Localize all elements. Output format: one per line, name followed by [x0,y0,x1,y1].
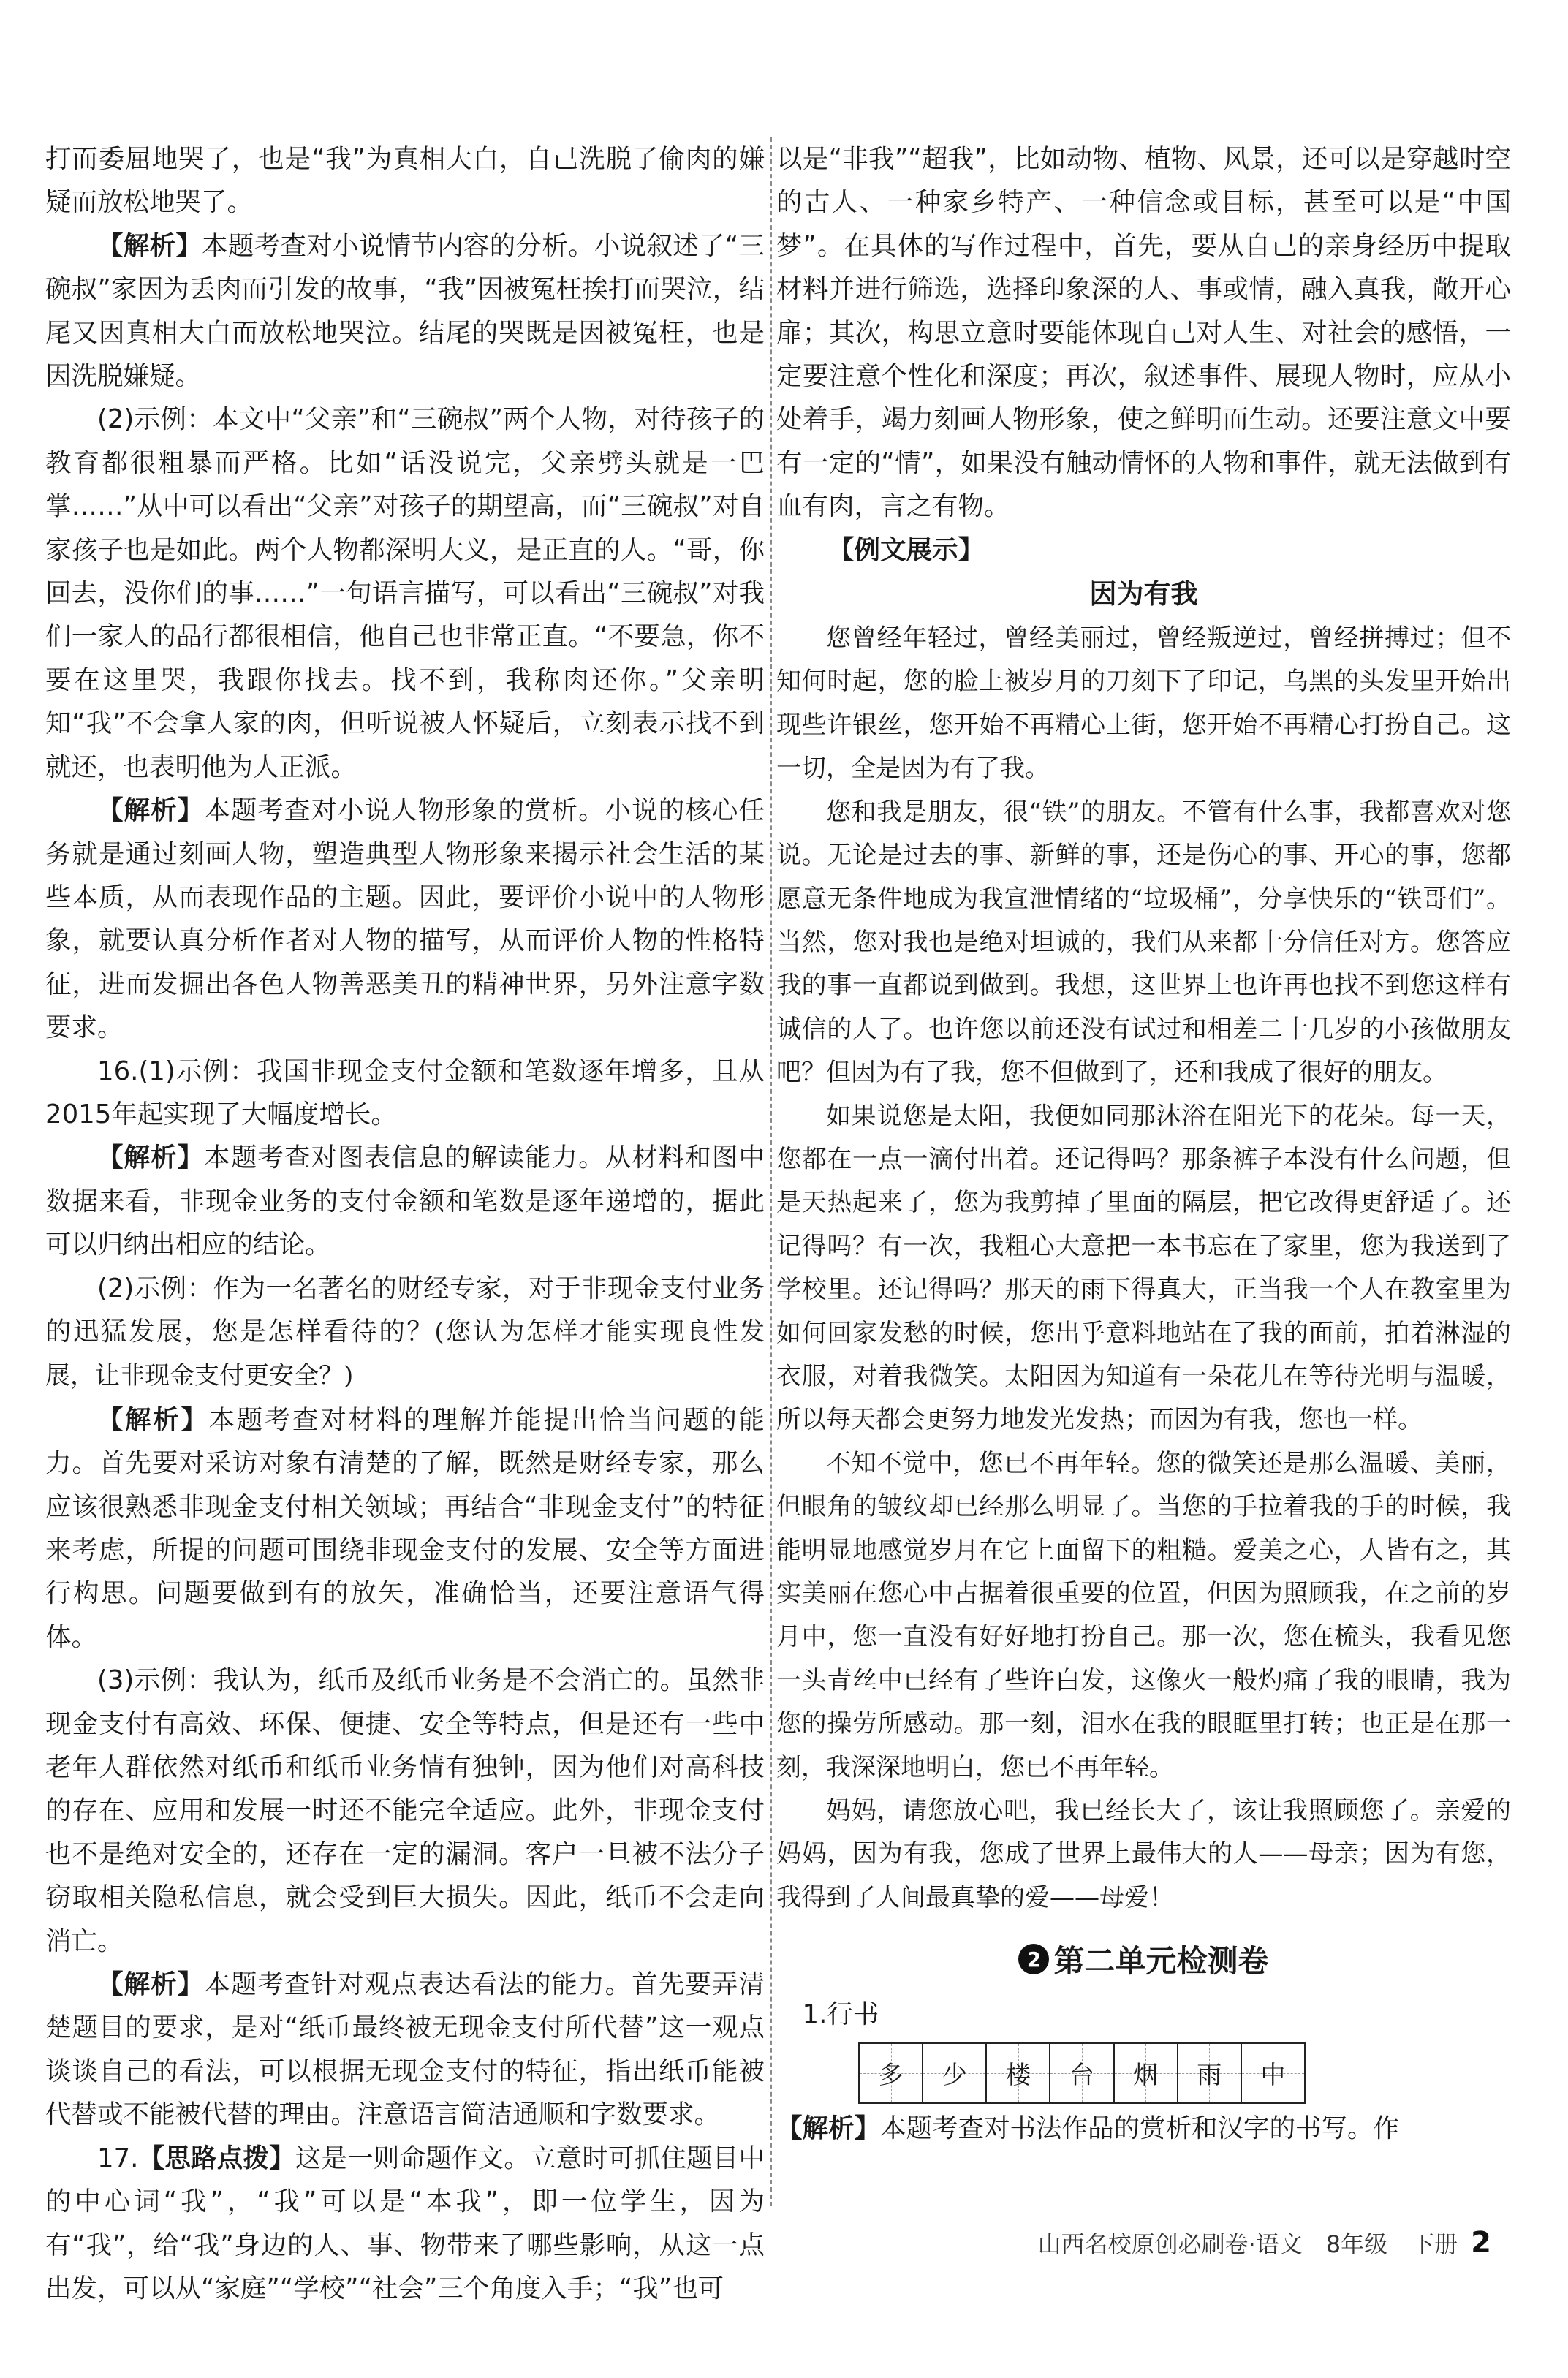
answer-paragraph [45,1050,765,1137]
analysis-tag: 【解析】 [97,795,205,826]
calligraphy-grid [858,2042,1306,2104]
paragraph-text: 16.(1)示例：我国非现金支付金额和笔数逐年增多，且从2015年起实现了大幅度增长。 [45,1056,765,1129]
paragraph-text: 本题考查对材料的理解并能提出恰当问题的能力。首先要对采访对象有清楚的了解，既然是财经专家，那么应该很熟悉非现金支付相关领域；再结合“非现金支付”的特征来考虑，所提的问题可围绕非现金支付的发展、安全等方面进行构思。问题要做到有的放矢，准确恰当，还要注意语气得体。 [45,1404,765,1652]
paragraph-text: 本题考查对小说情节内容的分析。小说叙述了“三碗叔”家因为丢肉而引发的故事，“我”因被冤枉挨打而哭泣，结尾又因真相大白而放松地哭泣。结尾的哭既是因被冤枉，也是因洗脱嫌疑。 [45,230,765,392]
paragraph-text: (2)示例：本文中“父亲”和“三碗叔”两个人物，对待孩子的教育都很粗暴而严格。比如“话没说完，父亲劈头就是一巴掌……”从中可以看出“父亲”对孩子的期望高，而“三碗叔”对自家孩子也是如此。两个人物都深明大义，是正直的人。“哥，你回去，没你们的事……”一句语言描写，可以看出“三碗叔”对我们一家人的品行都很相信，他自己也非常正直。“不要急，你不要在这里哭，我跟你找去。找不到，我称肉还你。”父亲明知“我”不会拿人家的肉，但听说被人怀疑后，立刻表示找不到就还，也表明他为人正派。 [45,404,765,782]
analysis-tag: 【解析】 [97,230,202,261]
example-essay-heading: 【例文展示】 [828,534,985,565]
paragraph-text: 本题考查对小说人物形象的赏析。小说的核心任务就是通过刻画人物，塑造典型人物形象来揭示社会生活的某些本质，从而表现作品的主题。因此，要评价小说中的人物形象，就要认真分析作者对人物的描写，从而评价人物的性格特征，进而发掘出各色人物善恶美丑的精神世界，另外注意字数要求。 [45,795,765,1043]
answer-paragraph [45,1963,765,2137]
page-footer [980,2226,1491,2260]
essay-paragraph: 不知不觉中，您已不再年轻。您的微笑还是那么温暖、美丽，但眼角的皱纹却已经那么明显了。当您的手拉着我的手的时候，我能明显地感觉岁月在它上面留下的粗糙。爱美之心，人皆有之，其实美丽在您心中占据着很重要的位置，但因为照顾我，在之前的岁月中，您一直没有好好地打扮自己。那一次，您在梳头，我看见您一头青丝中已经有了些许白发，这像火一般灼痛了我的眼睛，我为您的操劳所感动。那一刻，泪水在我的眼眶里打转；也正是在那一刻，我深深地明白，您已不再年轻。 [776,1448,1511,1782]
essay-paragraph: 您和我是朋友，很“铁”的朋友。不管有什么事，我都喜欢对您说。无论是过去的事、新鲜的事，还是伤心的事、开心的事，您都愿意无条件地成为我宣泄情绪的“垃圾桶”，分享快乐的“铁哥们”。当然，您对我也是绝对坦诚的，我们从来都十分信任对方。您答应我的事一直都说到做到。我想，这世界上也许再也找不到您这样有诚信的人了。也许您以前还没有试过和相差二十几岁的小孩做朋友吧？但因为有了我，您不但做到了，还和我成了很好的朋友。 [776,797,1511,1088]
question-1-label: 1.行书 [802,1999,879,2030]
paragraph-text: 本题考查对图表信息的解读能力。从材料和图中数据来看，非现金业务的支付金额和笔数是逐年递增的，据此可以归纳出相应的结论。 [45,1143,765,1260]
question-1-analysis [776,2107,1511,2150]
unit-heading [776,1926,1511,1993]
unit-number-badge: 2 [1018,1944,1049,1974]
grid-char: 烟 [1133,2061,1159,2091]
analysis-tag: 【解析】 [97,1143,205,1173]
grid-cell [1050,2044,1114,2102]
grid-char: 多 [878,2061,904,2091]
question-number: 17. [97,2143,139,2173]
answer-paragraph [45,2137,765,2311]
grid-char: 楼 [1005,2061,1031,2091]
book-title: 山西名校原创必刷卷·语文 8年级 下册 [1037,2230,1458,2258]
grid-cell [1115,2044,1178,2102]
answer-paragraph [45,137,765,224]
essay-title: 因为有我 [1089,578,1198,610]
analysis-text: 本题考查对书法作品的赏析和汉字的书写。作 [880,2113,1400,2143]
grid-cell [987,2044,1050,2102]
grid-cell [1242,2044,1304,2102]
paragraph-text: (2)示例：作为一名著名的财经专家，对于非现金支付业务的迅猛发展，您是怎样看待的？ [45,1273,765,1347]
paragraph-text: 本题考查针对观点表达看法的能力。首先要弄清楚题目的要求，是对“纸币最终被无现金支付所代替”这一观点谈谈自己的看法，可以根据无现金支付的特征，指出纸币能被代替或不能被代替的理由。注意语言简洁通顺和字数要求。 [45,1969,765,2130]
analysis-tag: 【思路点拨】 [138,2143,295,2173]
essay-paragraph: 妈妈，请您放心吧，我已经长大了，该让我照顾您了。亲爱的妈妈，因为有我，您成了世界上最伟大的人——母亲；因为有您，我得到了人间最真挚的爱——母爱！ [776,1796,1511,1912]
essay-paragraph: 如果说您是太阳，我便如同那沐浴在阳光下的花朵。每一天，您都在一点一滴付出着。还记得吗？那条裤子本没有什么问题，但是天热起来了，您为我剪掉了里面的隔层，把它改得更舒适了。还记得吗？有一次，我粗心大意把一本书忘在了家里，您为我送到了学校里。还记得吗？那天的雨下得真大，正当我一个人在教室里为如何回家发愁的时候，您出乎意料地站在了我的面前，拍着淋湿的衣服，对着我微笑。太阳因为知道有一朵花儿在等待光明与温暖，所以每天都会更努力地发光发热；而因为有我，您也一样。 [776,1101,1511,1435]
grid-char: 台 [1069,2061,1094,2091]
analysis-tag: 【解析】 [97,1404,209,1435]
unit-title: 第二单元检测卷 [1053,1943,1269,1980]
answer-paragraph [45,1267,765,1398]
answer-paragraph [45,1136,765,1266]
answer-paragraph [45,789,765,1049]
answer-paragraph [45,1398,765,1659]
grid-cell [1178,2044,1242,2102]
grid-char: 雨 [1197,2061,1222,2091]
grid-char: 少 [942,2061,967,2091]
essay-paragraph: 您曾经年轻过，曾经美丽过，曾经叛逆过，曾经拼搏过；但不知何时起，您的脸上被岁月的刀刻下了印记，乌黑的头发里开始出现些许银丝，您开始不再精心上街，您开始不再精心打扮自己。这一切，全是因为有了我。 [776,624,1511,784]
analysis-tag: 【解析】 [776,2113,881,2143]
page-number: 2 [1471,2226,1491,2260]
grid-char: 中 [1260,2061,1286,2091]
left-column [45,137,765,2310]
right-column [776,137,1511,2150]
example-essay [776,617,1511,1920]
paragraph-text: 这是一则命题作文。立意时可抓住题目中的中心词“我”，“我”可以是“本我”，即一位学生，因为有“我”，给“我”身边的人、事、物带来了哪些影响，从这一点出发，可以从“家庭”“学校”“社会”三个角度入手；“我”也可 [45,2143,765,2303]
answer-paragraph [45,224,765,398]
answer-paragraph [45,1659,765,1963]
grid-cell [860,2044,923,2102]
analysis-tag: 【解析】 [97,1969,205,2000]
essay-guidance-continued: 以是“非我”“超我”，比如动物、植物、风景，还可以是穿越时空的古人、一种家乡特产、一种信念或目标，甚至可以是“中国梦”。在具体的写作过程中，首先，要从自己的亲身经历中提取材料并进行筛选，选择印象深的人、事或情，融入真我，敞开心扉；其次，构思立意时要能体现自己对人生、对社会的感悟，一定要注意个性化和深度；再次，叙述事件、展现人物时，应从小处着手，竭力刻画人物形象，使之鲜明而生动。还要注意文中要有一定的“情”，如果没有触动情怀的人物和事件，就无法做到有血有肉，言之有物。 [776,144,1511,522]
answer-paragraph [45,398,765,789]
paragraph-text: 打而委屈地哭了，也是“我”为真相大白，自己洗脱了偷肉的嫌疑而放松地哭了。 [45,144,765,218]
paragraph-text: (3)示例：我认为，纸币及纸币业务是不会消亡的。虽然非现金支付有高效、环保、便捷、安全等特点，但是还有一些中老年人群依然对纸币和纸币业务情有独钟，因为他们对高科技的存在、应用和发展一时还不能完全适应。此外，非现金支付也不是绝对安全的，还存在一定的漏洞。客户一旦被不法分子窃取相关隐私信息，就会受到巨大损失。因此，纸币不会走向消亡。 [45,1665,765,1956]
paragraph-note: (您认为怎样才能实现良性发展，让非现金支付更安全？) [45,1317,765,1391]
grid-cell [923,2044,987,2102]
column-divider [770,137,772,2206]
